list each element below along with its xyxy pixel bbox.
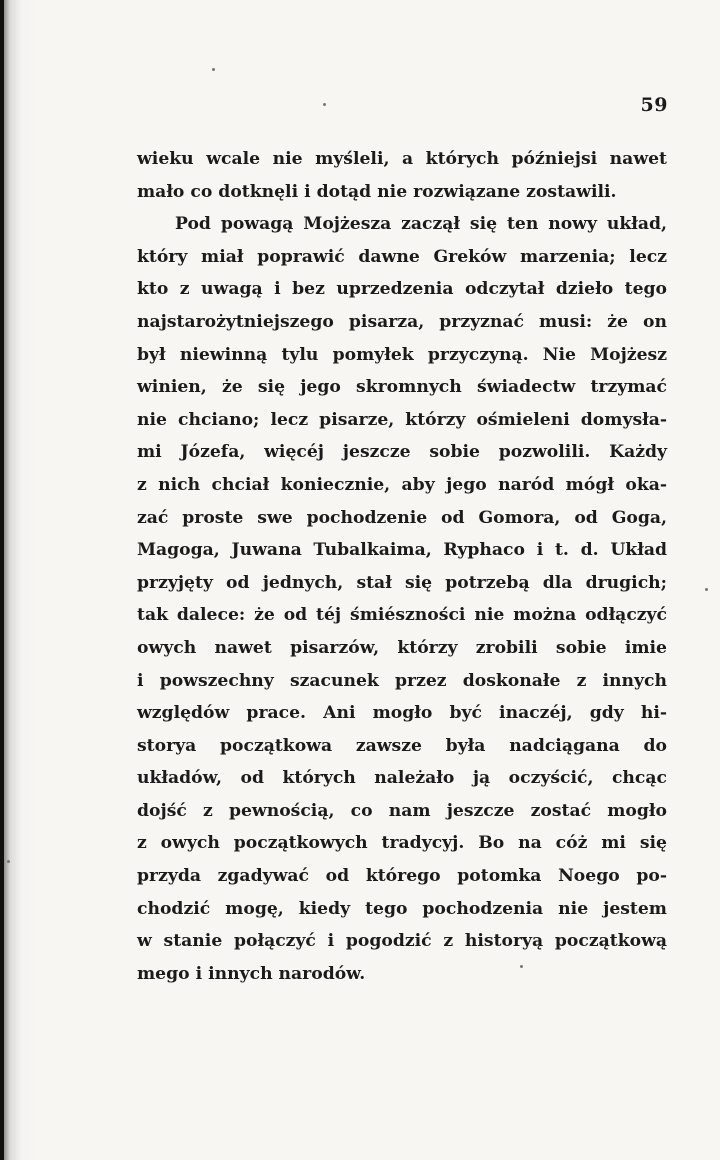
text-line: dojść z pewnością, co nam jeszcze zostać mogło bbox=[137, 800, 667, 821]
binding-shadow bbox=[4, 0, 42, 1160]
text-line: kto z uwagą i bez uprzedzenia odczytał dzieło tego bbox=[137, 279, 667, 300]
text-line: owych nawet pisarzów, którzy zrobili sobie imie bbox=[137, 637, 667, 658]
text-line: Magoga, Juwana Tubalkaima, Ryphaco i t. d. Układ bbox=[137, 540, 667, 561]
text-line: w stanie połączyć i pogodzić z historyą początkową bbox=[137, 931, 667, 952]
text-line: tak dalece: że od téj śmiészności nie można odłączyć bbox=[137, 605, 667, 626]
paper-speck bbox=[705, 588, 708, 591]
text-line: przyjęty od jednych, stał się potrzebą dla drugich; bbox=[137, 572, 667, 593]
text-line: storya początkowa zawsze była nadciągana do bbox=[137, 735, 667, 756]
text-line: nie chciano; lecz pisarze, którzy ośmieleni domysła- bbox=[137, 409, 667, 430]
text-line: z owych początkowych tradycyj. Bo na cóż mi się bbox=[137, 833, 667, 854]
text-line: Pod powagą Mojżesza zaczął się ten nowy układ, bbox=[175, 214, 667, 235]
text-line: mi Józefa, więcéj jeszcze sobie pozwolili. Każdy bbox=[137, 442, 667, 463]
text-line: był niewinną tylu pomyłek przyczyną. Nie Mojżesz bbox=[137, 344, 667, 365]
text-line: wieku wcale nie myśleli, a których późniejsi nawet bbox=[137, 149, 667, 169]
page-gutter-shadow bbox=[0, 0, 42, 1160]
text-line: z nich chciał koniecznie, aby jego naród mógł oka- bbox=[137, 474, 667, 495]
text-line: mego i innych narodów. bbox=[137, 963, 366, 984]
text-line: mało co dotknęli i dotąd nie rozwiązane zostawili. bbox=[137, 181, 617, 202]
text-line: zać proste swe pochodzenie od Gomora, od Goga, bbox=[137, 507, 667, 528]
text-line: przyda zgadywać od którego potomka Noego po- bbox=[137, 866, 667, 887]
page-number: 59 bbox=[640, 94, 668, 116]
body-text bbox=[137, 143, 667, 990]
paper-speck bbox=[7, 860, 10, 863]
text-line: najstarożytniejszego pisarza, przyznać musi: że on bbox=[137, 311, 667, 332]
paper-speck bbox=[212, 68, 215, 71]
paper-speck bbox=[323, 103, 326, 106]
text-line: i powszechny szacunek przez doskonałe z innych bbox=[137, 670, 667, 691]
text-line: układów, od których należało ją oczyścić, chcąc bbox=[137, 768, 667, 789]
text-line: winien, że się jego skromnych świadectw trzymać bbox=[137, 377, 667, 398]
text-line: który miał poprawić dawne Greków marzenia; lecz bbox=[137, 246, 667, 267]
text-line: względów prace. Ani mogło być inaczéj, gdy hi- bbox=[137, 703, 667, 724]
text-line: chodzić mogę, kiedy tego pochodzenia nie jestem bbox=[137, 898, 667, 919]
